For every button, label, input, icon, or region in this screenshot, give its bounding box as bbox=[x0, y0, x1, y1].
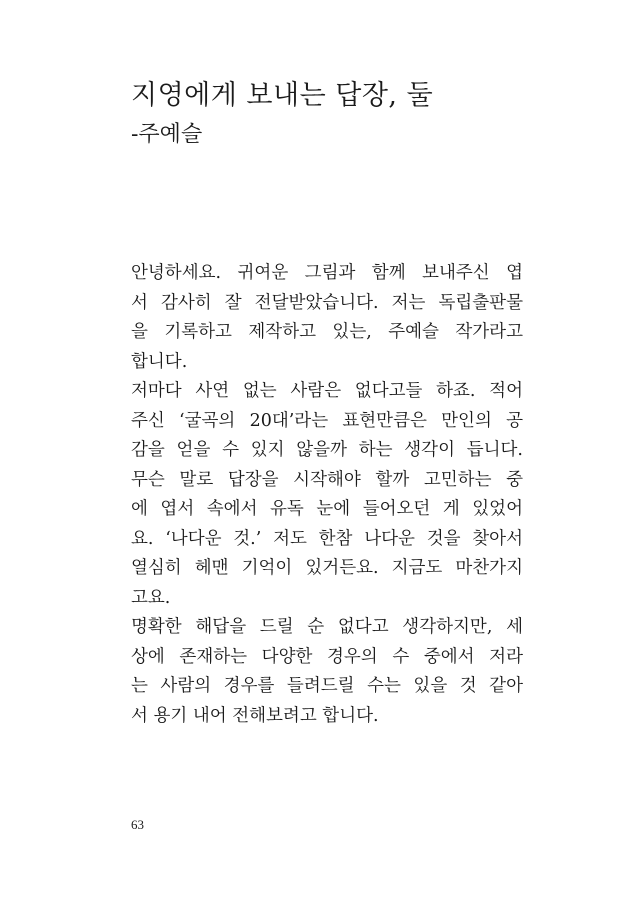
page-number: 63 bbox=[131, 817, 144, 832]
text-line: 에 엽서 속에서 유독 눈에 들어오던 게 있었어 bbox=[131, 499, 523, 519]
text-line: 감을 얻을 수 있지 않을까 하는 생각이 듭니다. bbox=[131, 440, 523, 460]
text-line: 안녕하세요. 귀여운 그림과 함께 보내주신 엽 bbox=[131, 263, 523, 283]
text-line: 을 기록하고 제작하고 있는, 주예슬 작가라고 bbox=[131, 322, 523, 342]
author-name: -주예슬 bbox=[131, 122, 203, 147]
text-line: 요. ‘나다운 것.’ 저도 한참 나다운 것을 찾아서 bbox=[131, 528, 523, 549]
text-line: 저마다 사연 없는 사람은 없다고들 하죠. 적어 bbox=[131, 381, 523, 401]
text-line: 서 감사히 잘 전달받았습니다. 저는 독립출판물 bbox=[131, 292, 523, 313]
text-line: 상에 존재하는 다양한 경우의 수 중에서 저라 bbox=[131, 646, 523, 667]
body-text bbox=[131, 259, 523, 731]
page-title: 지영에게 보내는 답장, 둘 bbox=[131, 80, 434, 111]
text-line: 열심히 헤맨 기억이 있거든요. 지금도 마찬가지 bbox=[131, 558, 523, 578]
text-line: 는 사람의 경우를 들려드릴 수는 있을 것 같아 bbox=[131, 676, 523, 696]
text-line: 명확한 해답을 드릴 순 없다고 생각하지만, 세 bbox=[131, 617, 523, 637]
text-line: 주신 ‘굴곡의 20대’라는 표현만큼은 만인의 공 bbox=[131, 410, 523, 431]
text-line: 고요. bbox=[131, 587, 171, 608]
text-line: 서 용기 내어 전해보려고 합니다. bbox=[131, 705, 379, 726]
text-line: 무슨 말로 답장을 시작해야 할까 고민하는 중 bbox=[131, 469, 523, 490]
text-line: 합니다. bbox=[131, 351, 188, 372]
